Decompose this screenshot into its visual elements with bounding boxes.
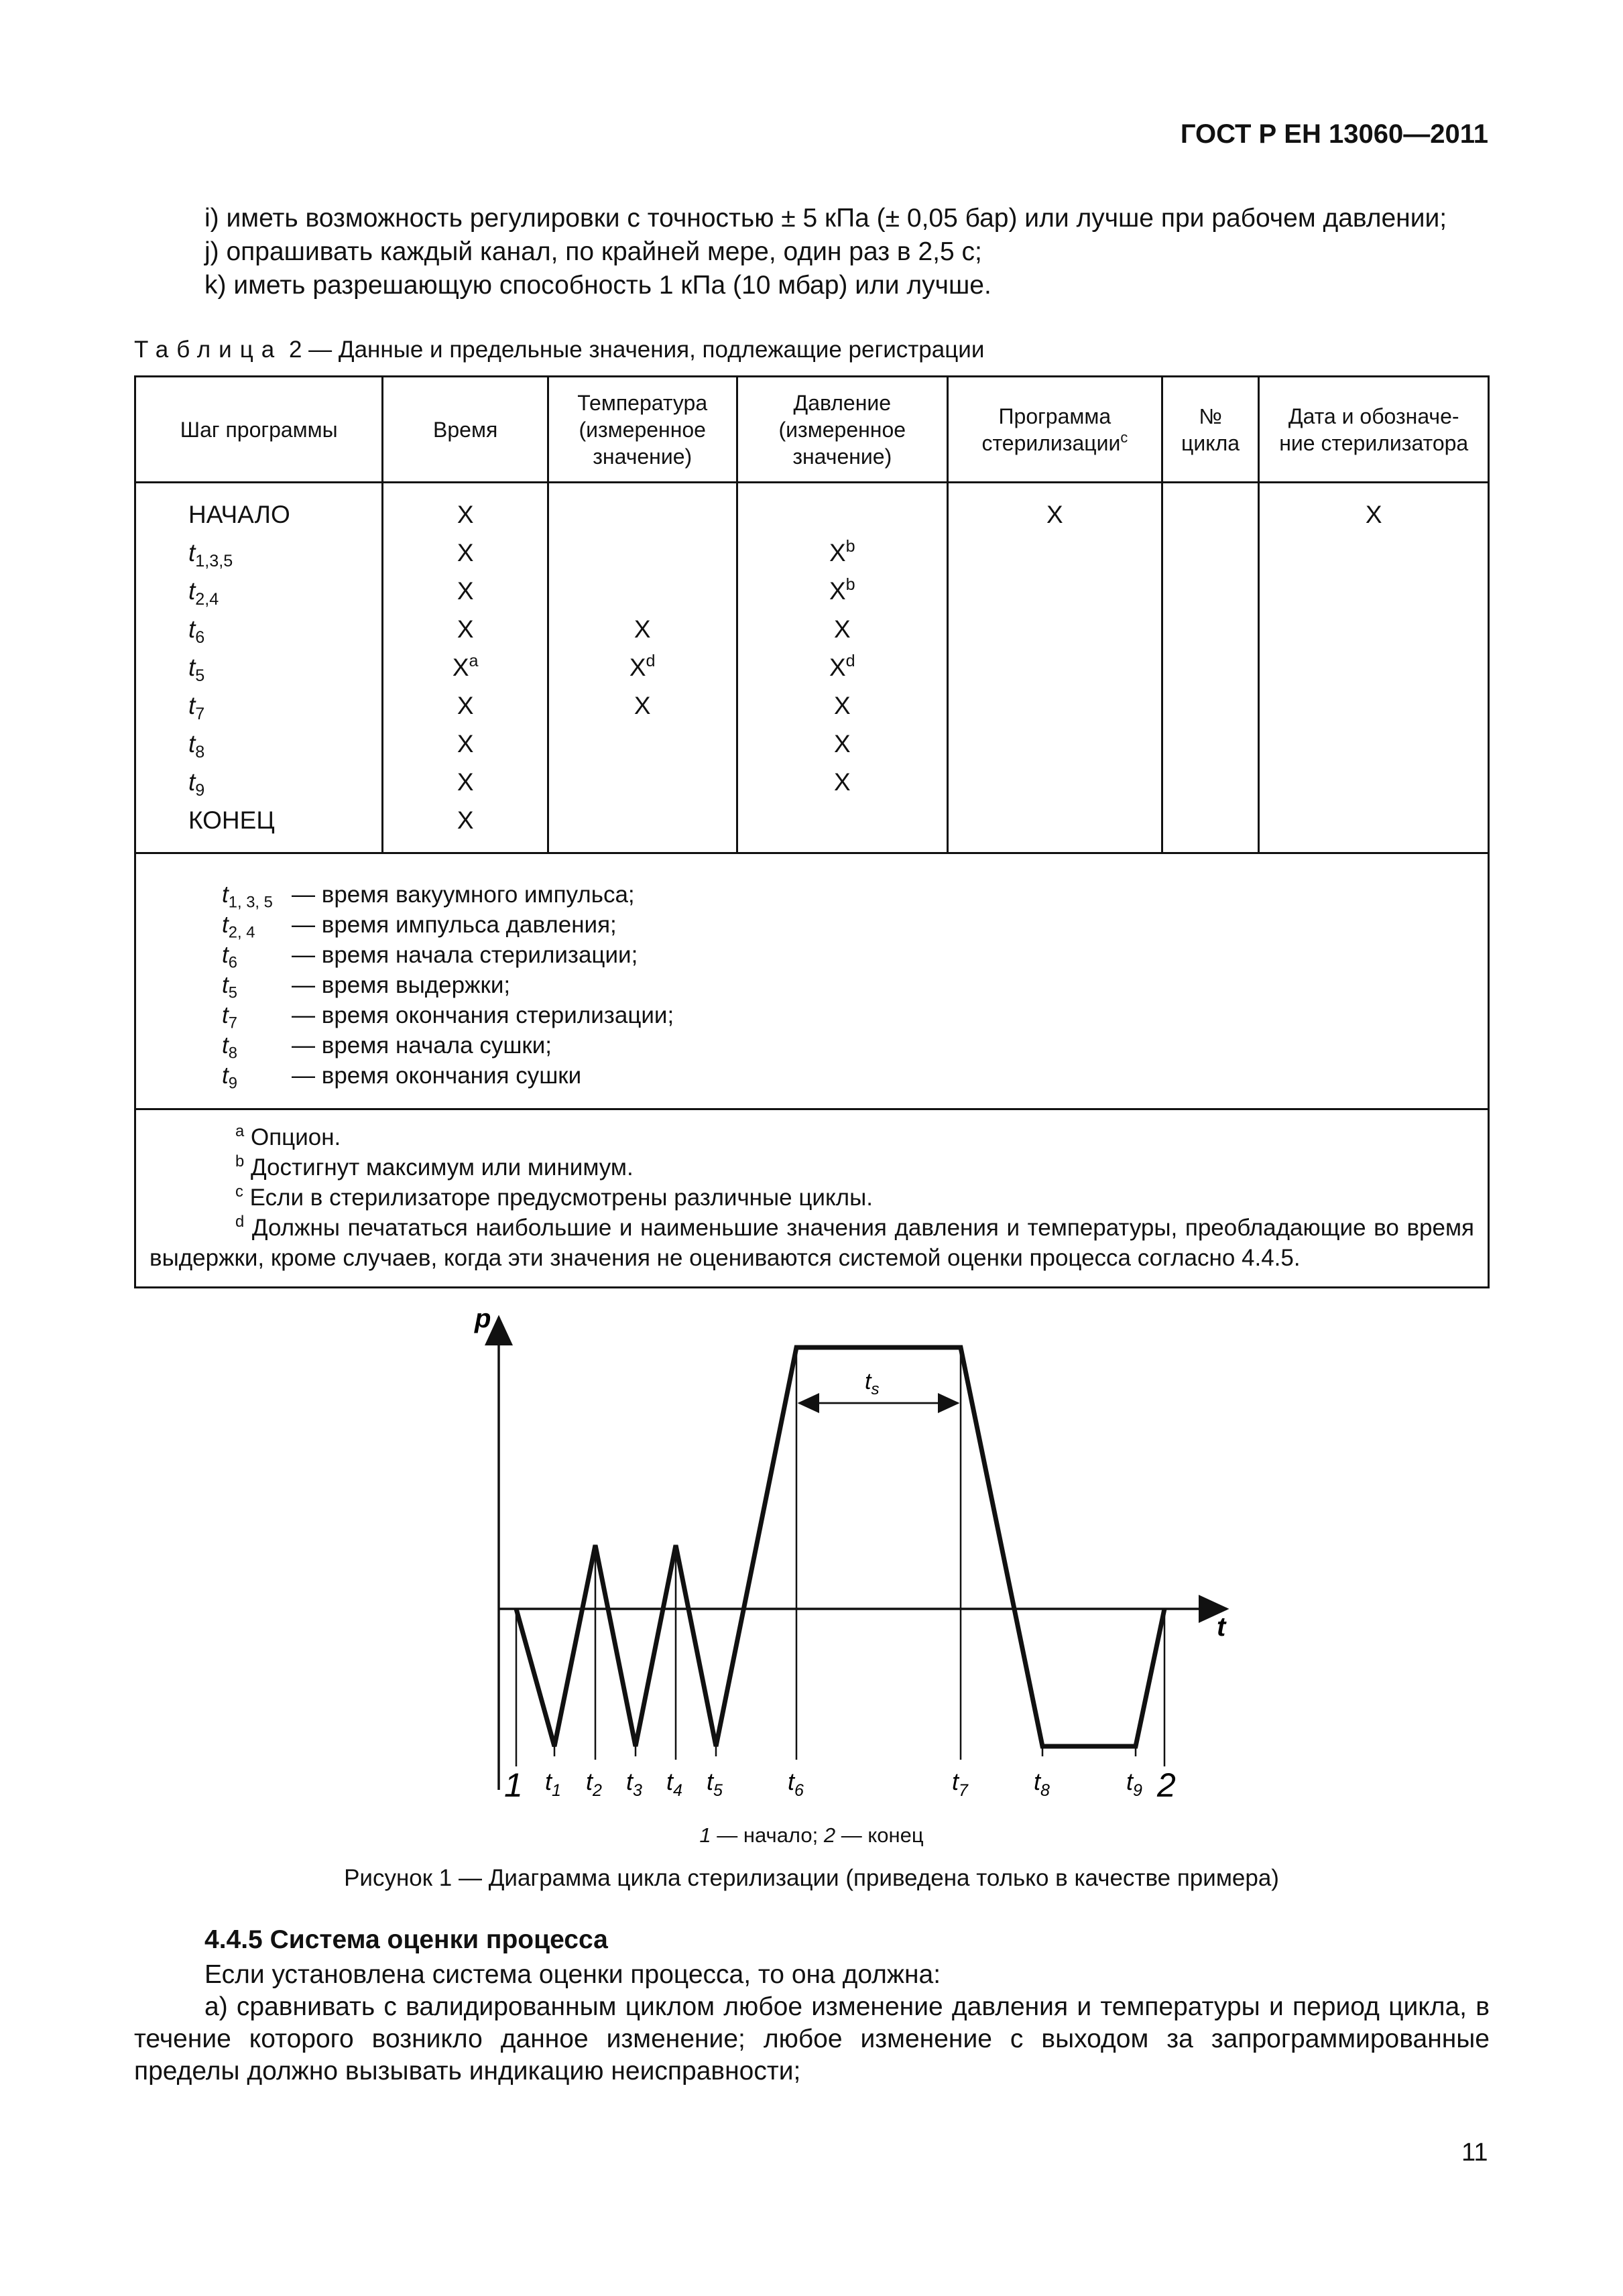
cycle-cell (1163, 648, 1258, 686)
legend-symbol (222, 970, 292, 1000)
section-item-a: а) сравнивать с валидированным циклом любое изменение давления и температуры и период цикла, в течение которого возникло данное изменение; любое изменение с выходом за запрограммированные пределы должно вызывать индикацию неисправности; (134, 1992, 1490, 2086)
program-cell (949, 534, 1161, 572)
cycle-cell (1163, 495, 1258, 534)
legend-subscript: 9 (228, 1074, 237, 1093)
time-mark: X (457, 806, 474, 834)
temperature-mark: X (634, 692, 651, 719)
legend-t: t (222, 1032, 229, 1059)
legend-text: — время вакуумного импульса; (292, 882, 635, 908)
date-cell (1260, 572, 1488, 610)
time-cell (383, 801, 546, 839)
step-subscript: 8 (195, 743, 205, 762)
footnote-text: Должны печататься наибольшие и наименьшие значения давления и температуры, преобладающие во время выдержки, кроме случаев, когда эти значения не оцениваются системой оценки процесса согласно 4.4.5. (149, 1215, 1474, 1271)
y-axis-label: p (475, 1304, 491, 1333)
section-intro: Если установлена система оценки процесса, то она должна: (204, 1960, 941, 1989)
date-cell (1260, 610, 1488, 648)
figure-legend (0, 1823, 1623, 1848)
table-caption-text: 2 — Данные и предельные значения, подлежащие регистрации (288, 337, 985, 363)
step-cell (188, 610, 381, 648)
legend-symbol (222, 940, 292, 970)
step-symbol: t (188, 730, 196, 758)
footnote-mark: c (235, 1182, 243, 1201)
legend-subscript: 5 (228, 983, 237, 1002)
column-date (1259, 483, 1489, 853)
step-label: КОНЕЦ (188, 806, 275, 834)
pressure-cell (738, 801, 947, 839)
temperature-cell (549, 534, 736, 572)
pressure-mark: X (829, 539, 846, 566)
legend-text: — время начала стерилизации; (292, 942, 638, 968)
x-axis-label: t (1217, 1612, 1226, 1642)
legend-symbol (222, 880, 292, 910)
pressure-footnote: d (845, 652, 855, 671)
footnote (149, 1122, 1474, 1152)
date-cell (1260, 495, 1488, 534)
temperature-cell (549, 648, 736, 686)
legend-subscript: 7 (228, 1014, 237, 1032)
pressure-cell (738, 610, 947, 648)
footnote-text: Достигнут максимум или минимум. (250, 1154, 634, 1181)
program-cell (949, 686, 1161, 725)
step-cell (188, 572, 381, 610)
cycle-cell (1163, 572, 1258, 610)
pressure-mark: X (829, 577, 846, 605)
time-label-t7: $t_7$ (952, 1768, 968, 1800)
header-program: Программа стерилизации$^c$ (948, 377, 1162, 483)
pressure-mark: X (833, 768, 851, 796)
time-mark: X (457, 539, 474, 566)
temperature-mark: X (634, 615, 651, 643)
pressure-cell (738, 648, 947, 686)
cycle-cell (1163, 534, 1258, 572)
program-cell (949, 648, 1161, 686)
program-cell (949, 610, 1161, 648)
column-temperature (548, 483, 737, 853)
sterilization-cycle-diagram (429, 1297, 1274, 1820)
temperature-cell (549, 686, 736, 725)
legend-row (222, 1030, 1488, 1061)
legend-text: — время импульса давления; (292, 912, 617, 938)
column-program (948, 483, 1162, 853)
step-cell (188, 648, 381, 686)
time-mark: X (457, 501, 474, 528)
legend-symbol (222, 910, 292, 940)
time-label-t9: $t_9$ (1126, 1768, 1142, 1800)
pressure-cell (738, 495, 947, 534)
pressure-curve (516, 1347, 1164, 1746)
legend-subscript: 1, 3, 5 (228, 893, 273, 912)
pressure-mark: X (833, 730, 851, 758)
pressure-cell (738, 725, 947, 763)
legend-text: — время выдержки; (292, 972, 511, 998)
pressure-mark: X (833, 615, 851, 643)
time-label-t1: $t_1$ (545, 1768, 561, 1800)
legend-text: — время окончания стерилизации; (292, 1002, 674, 1028)
pressure-mark: X (833, 692, 851, 719)
step-subscript: 6 (195, 628, 205, 648)
step-cell (188, 495, 381, 534)
time-label-t5: $t_5$ (707, 1768, 723, 1800)
time-mark: X (457, 692, 474, 719)
section-title: 4.4.5 Система оценки процесса (204, 1925, 608, 1954)
column-time (383, 483, 548, 853)
legend-symbol (222, 1000, 292, 1030)
table-notes (135, 1109, 1489, 1288)
step-symbol: t (188, 692, 196, 719)
time-cell (383, 534, 546, 572)
legend-row (222, 910, 1488, 940)
header-time: Время (383, 377, 548, 483)
step-symbol: t (188, 654, 196, 681)
temperature-cell (549, 725, 736, 763)
legend-2-number: 2 (823, 1823, 836, 1847)
time-mark: X (457, 730, 474, 758)
figure-caption: Рисунок 1 — Диаграмма цикла стерилизации (приведена только в качестве примера) (344, 1865, 1279, 1891)
start-marker: 1 (504, 1766, 523, 1804)
time-labels (545, 1768, 1142, 1800)
legend-t: t (222, 972, 229, 998)
temperature-cell (549, 495, 736, 534)
date-cell (1260, 725, 1488, 763)
legend-t: t (222, 882, 229, 908)
step-cell (188, 763, 381, 801)
footnote (149, 1213, 1474, 1273)
program-mark: X (1046, 501, 1063, 528)
step-subscript: 5 (195, 666, 205, 686)
header-pressure: Давление (измеренное значение) (737, 377, 948, 483)
table-header-row (135, 377, 1489, 483)
data-table (134, 375, 1490, 1288)
time-label-t8: $t_8$ (1034, 1768, 1050, 1800)
legend-t: t (222, 912, 229, 938)
time-mark: X (452, 654, 469, 681)
time-cell (383, 763, 546, 801)
program-cell (949, 572, 1161, 610)
legend-row (222, 880, 1488, 910)
step-cell (188, 686, 381, 725)
cycle-cell (1163, 801, 1258, 839)
date-cell (1260, 801, 1488, 839)
legend-symbol (222, 1030, 292, 1061)
time-label-t3: $t_3$ (626, 1768, 642, 1800)
end-marker: 2 (1157, 1766, 1176, 1804)
legend-row (222, 940, 1488, 970)
time-mark: X (457, 768, 474, 796)
ts-label: $t_s$ (865, 1369, 880, 1398)
program-cell (949, 495, 1161, 534)
time-mark: X (457, 577, 474, 605)
time-cell (383, 686, 546, 725)
table-caption (134, 337, 984, 363)
temperature-mark: X (629, 654, 646, 681)
step-symbol: t (188, 539, 196, 566)
legend-symbol (222, 1061, 292, 1091)
footnote-text: Опцион. (250, 1124, 341, 1150)
step-subscript: 2,4 (195, 590, 219, 609)
pressure-footnote: b (845, 537, 855, 556)
legend-row (222, 970, 1488, 1000)
step-symbol: t (188, 577, 196, 605)
column-pressure (737, 483, 948, 853)
legend-subscript: 8 (228, 1044, 237, 1063)
date-cell (1260, 686, 1488, 725)
legend-2-text: — конец (835, 1823, 924, 1847)
program-cell (949, 725, 1161, 763)
footnote-text: Если в стерилизаторе предусмотрены различные циклы. (249, 1185, 873, 1211)
step-symbol: t (188, 768, 196, 796)
time-label-t4: $t_4$ (666, 1768, 682, 1800)
step-cell (188, 725, 381, 763)
cycle-cell (1163, 686, 1258, 725)
table-body-row (135, 483, 1489, 853)
legend-row (222, 1061, 1488, 1091)
time-cell (383, 610, 546, 648)
table-caption-word: Таблица (134, 337, 283, 363)
step-subscript: 9 (195, 781, 205, 800)
legend-text: — время окончания сушки (292, 1063, 582, 1089)
pressure-footnote: b (845, 575, 855, 595)
header-date: Дата и обозначе- ние стерилизатора (1259, 377, 1489, 483)
table-notes-row (135, 1109, 1489, 1288)
pressure-cell (738, 763, 947, 801)
page-number: 11 (1461, 2138, 1488, 2167)
table-legend (135, 853, 1489, 1109)
date-cell (1260, 648, 1488, 686)
time-label-t6: $t_6$ (788, 1768, 804, 1800)
temperature-cell (549, 801, 736, 839)
cycle-cell (1163, 610, 1258, 648)
cycle-cell (1163, 725, 1258, 763)
document-header: ГОСТ Р ЕН 13060—2011 (1180, 119, 1488, 149)
program-cell (949, 801, 1161, 839)
step-cell (188, 534, 381, 572)
legend-subscript: 6 (228, 953, 237, 972)
time-cell (383, 725, 546, 763)
temperature-cell (549, 763, 736, 801)
cycle-cell (1163, 763, 1258, 801)
temperature-cell (549, 610, 736, 648)
temperature-cell (549, 572, 736, 610)
header-cycle: № цикла (1162, 377, 1259, 483)
footnote (149, 1183, 1474, 1213)
column-step (135, 483, 383, 853)
step-label: НАЧАЛО (188, 501, 290, 528)
date-cell (1260, 534, 1488, 572)
step-cell (188, 801, 381, 839)
date-mark: X (1365, 501, 1382, 528)
header-step: Шаг программы (135, 377, 383, 483)
list-item-i: i) иметь возможность регулировки с точностью ± 5 кПа (± 0,05 бар) или лучше при рабочем давлении; (204, 204, 1447, 233)
footnote-mark: a (235, 1122, 245, 1140)
footnote-mark: b (235, 1152, 245, 1170)
pressure-cell (738, 572, 947, 610)
legend-1-text: — начало; (711, 1823, 824, 1847)
footnote-mark: d (235, 1212, 245, 1231)
pressure-cell (738, 686, 947, 725)
date-cell (1260, 763, 1488, 801)
table-legend-row (135, 853, 1489, 1109)
legend-t: t (222, 1002, 229, 1028)
time-cell (383, 648, 546, 686)
temperature-footnote: d (646, 652, 656, 671)
time-cell (383, 495, 546, 534)
time-marker-lines (516, 1347, 1164, 1766)
footnote (149, 1152, 1474, 1183)
legend-subscript: 2, 4 (228, 923, 255, 942)
time-footnote: a (469, 652, 479, 671)
legend-text: — время начала сушки; (292, 1032, 552, 1059)
column-cycle (1162, 483, 1259, 853)
step-subscript: 7 (195, 705, 205, 724)
header-temperature: Температура (измеренное значение) (548, 377, 737, 483)
legend-row (222, 1000, 1488, 1030)
legend-1-number: 1 (699, 1823, 711, 1847)
step-subscript: 1,3,5 (195, 552, 233, 571)
pressure-mark: X (829, 654, 846, 681)
program-cell (949, 763, 1161, 801)
list-item-j: j) опрашивать каждый канал, по крайней мере, один раз в 2,5 с; (204, 237, 982, 266)
time-cell (383, 572, 546, 610)
time-label-t2: $t_2$ (586, 1768, 602, 1800)
pressure-cell (738, 534, 947, 572)
time-mark: X (457, 615, 474, 643)
legend-t: t (222, 942, 229, 968)
legend-t: t (222, 1063, 229, 1089)
list-item-k: k) иметь разрешающую способность 1 кПа (10 мбар) или лучше. (204, 271, 991, 300)
step-symbol: t (188, 615, 196, 643)
